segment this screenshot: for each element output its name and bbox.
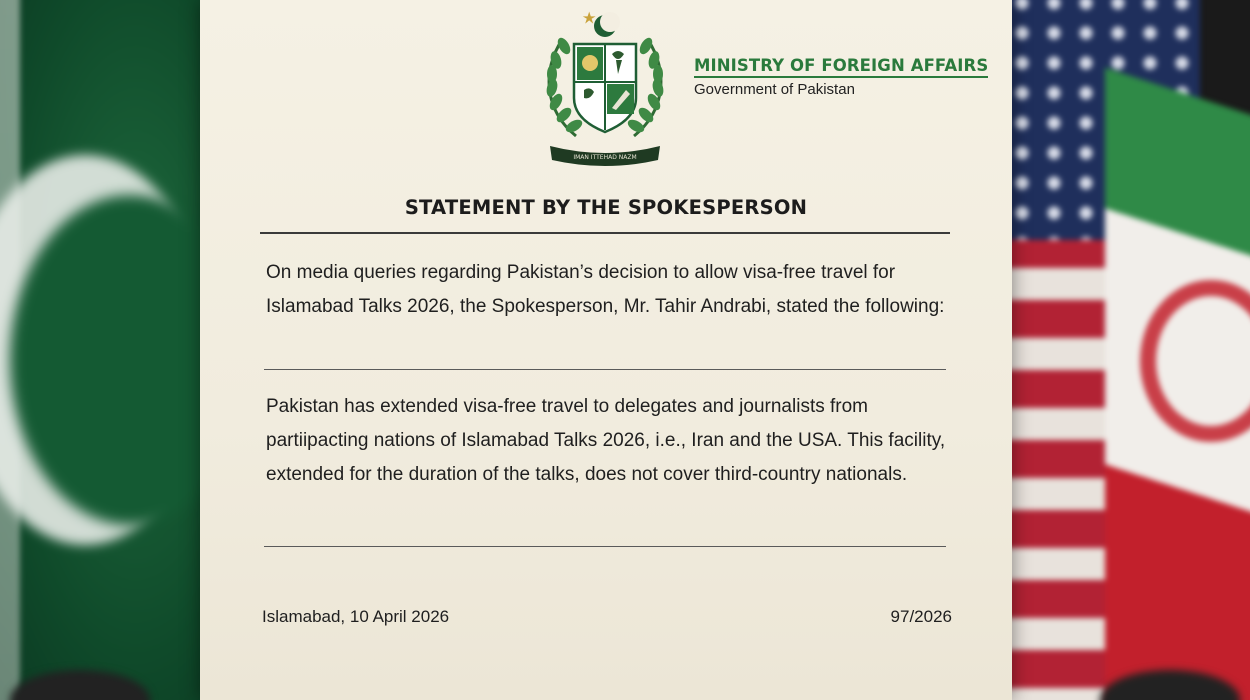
paragraph-divider (264, 546, 946, 547)
paragraph-divider (264, 369, 946, 370)
statement-paragraph: Pakistan has extended visa-free travel to delegates and journalists from partiipacting nations of Islamabad Talks 2026, i.e., Iran and the USA. This facility, extended for the duration of the talks, does not cover third-country nationals. (266, 396, 946, 485)
reference-number: 97/2026 (890, 607, 952, 626)
statement-paragraph: On media queries regarding Pakistan’s decision to allow visa-free travel for Islamabad Talks 2026, the Spokesperson, Mr. Tahir Andrabi, stated the following: (266, 262, 945, 317)
microphone (10, 670, 150, 700)
press-release-document (200, 0, 1012, 700)
statement-title: STATEMENT BY THE SPOKESPERSON (404, 196, 808, 219)
government-subtitle: Government of Pakistan (694, 81, 855, 98)
pakistan-state-emblem-icon (536, 10, 674, 166)
place-date: Islamabad, 10 April 2026 (262, 607, 450, 626)
ministry-title: MINISTRY OF FOREIGN AFFAIRS (694, 56, 988, 78)
emblem-motto: IMAN ITTEHAD NAZM (573, 154, 637, 161)
usa-iran-flags-background (1000, 0, 1250, 700)
ministry-heading (694, 56, 988, 98)
title-divider (260, 232, 950, 234)
microphone (1100, 670, 1240, 700)
